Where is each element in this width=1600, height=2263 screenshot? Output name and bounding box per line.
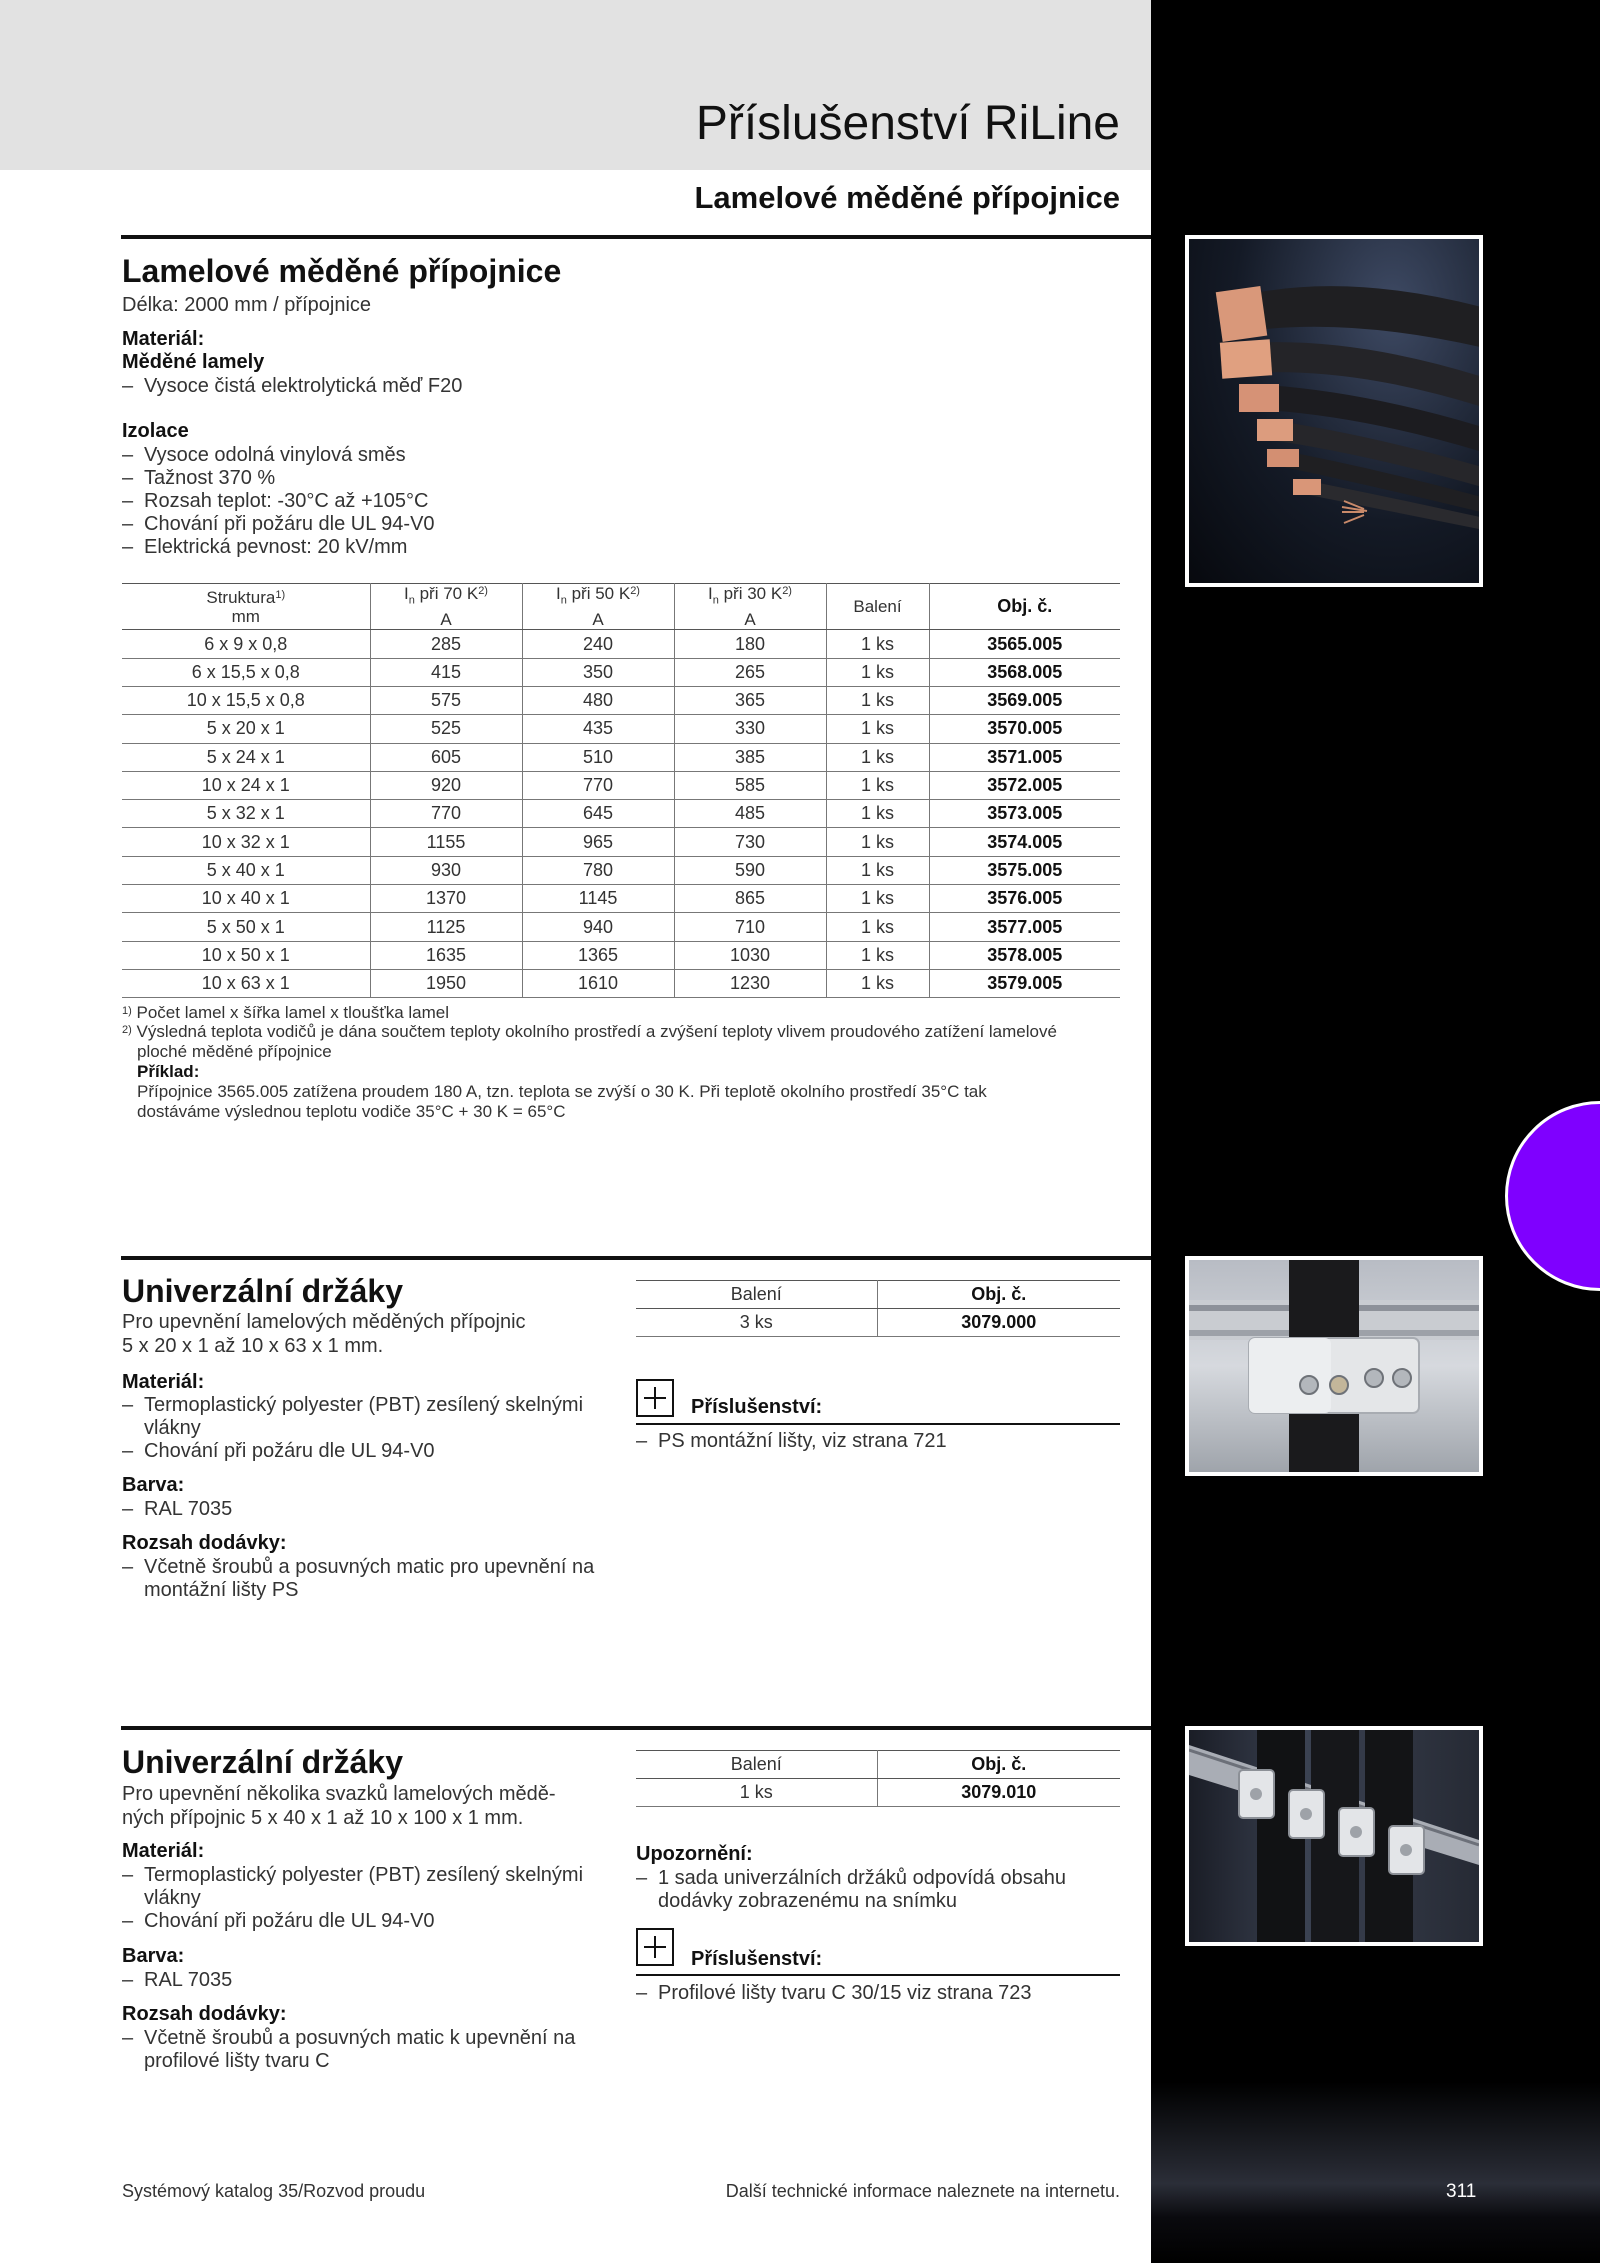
page-subtitle: Lamelové měděné přípojnice (694, 180, 1120, 215)
section3-material-list (122, 1864, 602, 1933)
in50-cell: 645 (522, 800, 674, 828)
footnote-2: $^{2)}$ Výsledná teplota vodičů je dána součtem teploty okolního prostředí a zvýšení teploty vlivem proudového zatížení lamelové (122, 1022, 1057, 1041)
order-no-cell: 3579.005 (929, 969, 1120, 997)
plus-icon (636, 1928, 674, 1966)
order-no-cell: 3572.005 (929, 771, 1120, 799)
order-no-cell: 3565.005 (929, 630, 1120, 658)
busbar-table-body (122, 630, 1120, 998)
packaging-cell: 1 ks (826, 771, 929, 799)
in70-cell: 605 (370, 743, 522, 771)
example-label: Příklad: (137, 1062, 200, 1081)
in50-cell: 435 (522, 715, 674, 743)
section2-title: Univerzální držáky (122, 1273, 403, 1309)
example-line-2: dostáváme výslednou teplotu vodiče 35°C + 30 K = 65°C (137, 1102, 566, 1121)
accessories-rule (636, 1974, 1120, 1976)
holder1-table (636, 1280, 1120, 1337)
section3-title: Univerzální držáky (122, 1744, 403, 1780)
in50-cell: 240 (522, 630, 674, 658)
in70-cell: 575 (370, 686, 522, 714)
packaging-cell: 1 ks (826, 941, 929, 969)
list-item: – Chování při požáru dle UL 94-V0 (122, 1910, 602, 1933)
structure-cell: 10 x 40 x 1 (122, 885, 370, 913)
table-row (122, 885, 1120, 913)
structure-cell: 10 x 63 x 1 (122, 969, 370, 997)
list-item: – Termoplastický polyester (PBT) zesílený skelnými vlákny (122, 1394, 602, 1440)
structure-cell: 5 x 24 x 1 (122, 743, 370, 771)
in50-cell: 1610 (522, 969, 674, 997)
busbar-photo (1185, 235, 1483, 587)
col-in30-header: $I_n$ při 30 $K^{2)}$ A (674, 584, 826, 630)
footnote-1: $^{1)}$ Počet lamel x šířka lamel x tloušťka lamel (122, 1003, 449, 1022)
page-number: 311 (1446, 2181, 1477, 2202)
section2-desc-1: Pro upevnění lamelových měděných přípojnic (122, 1311, 526, 1333)
packaging-cell: 1 ks (826, 743, 929, 771)
in70-cell: 1950 (370, 969, 522, 997)
in70-cell: 525 (370, 715, 522, 743)
order-no-cell: 3079.000 (877, 1309, 1120, 1337)
table-row (122, 686, 1120, 714)
col-packaging-header: Balení (636, 1751, 877, 1779)
section2-material-list (122, 1394, 602, 1463)
in30-cell: 585 (674, 771, 826, 799)
table-header-row (636, 1281, 1120, 1309)
packaging-cell: 1 ks (636, 1779, 877, 1807)
table-row (122, 658, 1120, 686)
structure-cell: 5 x 32 x 1 (122, 800, 370, 828)
order-no-cell: 3570.005 (929, 715, 1120, 743)
table-header-row (122, 584, 1120, 630)
section1-title: Lamelové měděné přípojnice (122, 253, 562, 289)
table-row (636, 1779, 1120, 1807)
packaging-cell: 1 ks (826, 856, 929, 884)
insulation-label: Izolace (122, 420, 189, 442)
in70-cell: 930 (370, 856, 522, 884)
section-rule (121, 1726, 1151, 1730)
in70-cell: 770 (370, 800, 522, 828)
structure-cell: 10 x 50 x 1 (122, 941, 370, 969)
section1-length: Délka: 2000 mm / přípojnice (122, 294, 372, 316)
in30-cell: 385 (674, 743, 826, 771)
plus-icon (636, 1379, 674, 1417)
table-row (122, 800, 1120, 828)
structure-cell: 6 x 15,5 x 0,8 (122, 658, 370, 686)
table-row (122, 771, 1120, 799)
table-row (122, 715, 1120, 743)
section3-desc-2: ných přípojnic 5 x 40 x 1 až 10 x 100 x 1 mm. (122, 1807, 524, 1829)
packaging-cell: 1 ks (826, 913, 929, 941)
list-item: – Termoplastický polyester (PBT) zesílený skelnými vlákny (122, 1864, 602, 1910)
in70-cell: 1125 (370, 913, 522, 941)
list-item: – Profilové lišty tvaru C 30/15 viz strana 723 (636, 1982, 1032, 2005)
in30-cell: 365 (674, 686, 826, 714)
table-row (636, 1309, 1120, 1337)
section3-accessories-label: Příslušenství: (691, 1948, 823, 1970)
table-row (122, 941, 1120, 969)
packaging-cell: 1 ks (826, 686, 929, 714)
in50-cell: 780 (522, 856, 674, 884)
in30-cell: 1030 (674, 941, 826, 969)
section3-note-list (636, 1867, 1120, 1913)
packaging-cell: 1 ks (826, 969, 929, 997)
copper-list (122, 375, 462, 398)
holder-photo-2-drawing (1189, 1730, 1479, 1942)
order-no-cell: 3578.005 (929, 941, 1120, 969)
packaging-cell: 1 ks (826, 800, 929, 828)
section3-color-list (122, 1969, 232, 1992)
packaging-cell: 3 ks (636, 1309, 877, 1337)
example-line-1: Přípojnice 3565.005 zatížena proudem 180 A, tzn. teplota se zvýší o 30 K. Při teplotě okolního prostředí 35°C tak (137, 1082, 987, 1101)
holder-photo-1-drawing (1189, 1260, 1479, 1472)
order-no-cell: 3574.005 (929, 828, 1120, 856)
order-no-cell: 3568.005 (929, 658, 1120, 686)
in70-cell: 1155 (370, 828, 522, 856)
table-row (122, 828, 1120, 856)
section1-material-label: Materiál: (122, 328, 205, 350)
section3-scope-list (122, 2027, 602, 2073)
in30-cell: 265 (674, 658, 826, 686)
list-item: – Chování při požáru dle UL 94-V0 (122, 1440, 602, 1463)
section3-desc-1: Pro upevnění několika svazků lamelových mědě- (122, 1783, 556, 1805)
in70-cell: 1370 (370, 885, 522, 913)
in50-cell: 940 (522, 913, 674, 941)
order-no-cell: 3573.005 (929, 800, 1120, 828)
footer-info: Další technické informace naleznete na internetu. (725, 2181, 1120, 2201)
holder-photo-1 (1185, 1256, 1483, 1476)
section3-material-label: Materiál: (122, 1840, 205, 1862)
section2-accessories-list (636, 1430, 947, 1453)
col-packaging-header: Balení (826, 584, 929, 630)
in70-cell: 1635 (370, 941, 522, 969)
in70-cell: 415 (370, 658, 522, 686)
list-item: – 1 sada univerzálních držáků odpovídá obsahu dodávky zobrazenému na snímku (636, 1867, 1120, 1913)
packaging-cell: 1 ks (826, 828, 929, 856)
list-item: – Tažnost 370 % (122, 467, 435, 490)
in50-cell: 480 (522, 686, 674, 714)
list-item: – Vysoce odolná vinylová směs (122, 444, 435, 467)
table-row (122, 630, 1120, 658)
section2-accessories-label: Příslušenství: (691, 1396, 823, 1418)
in30-cell: 180 (674, 630, 826, 658)
busbar-photo-drawing (1189, 239, 1479, 583)
list-item: – Včetně šroubů a posuvných matic pro upevnění na montážní lišty PS (122, 1556, 602, 1602)
in30-cell: 730 (674, 828, 826, 856)
holder-photo-2 (1185, 1726, 1483, 1946)
list-item: – Rozsah teplot: -30°C až +105°C (122, 490, 435, 513)
order-no-cell: 3577.005 (929, 913, 1120, 941)
order-no-cell: 3079.010 (877, 1779, 1120, 1807)
section2-scope-list (122, 1556, 602, 1602)
section-rule (121, 1256, 1151, 1260)
table-row (122, 969, 1120, 997)
in30-cell: 590 (674, 856, 826, 884)
section2-color-label: Barva: (122, 1474, 185, 1496)
in30-cell: 710 (674, 913, 826, 941)
section1-copper-label: Měděné lamely (122, 351, 265, 373)
busbar-table (122, 583, 1120, 998)
section2-color-list (122, 1498, 232, 1521)
structure-cell: 5 x 50 x 1 (122, 913, 370, 941)
section3-scope-label: Rozsah dodávky: (122, 2003, 287, 2025)
in30-cell: 865 (674, 885, 826, 913)
in50-cell: 1145 (522, 885, 674, 913)
packaging-cell: 1 ks (826, 658, 929, 686)
in70-cell: 920 (370, 771, 522, 799)
accessories-rule (636, 1423, 1120, 1425)
table-row (122, 743, 1120, 771)
in50-cell: 1365 (522, 941, 674, 969)
packaging-cell: 1 ks (826, 885, 929, 913)
structure-cell: 5 x 20 x 1 (122, 715, 370, 743)
list-item: – Elektrická pevnost: 20 kV/mm (122, 536, 435, 559)
in50-cell: 965 (522, 828, 674, 856)
page-title: Příslušenství RiLine (695, 97, 1120, 150)
in30-cell: 485 (674, 800, 826, 828)
col-in70-header: $I_n$ při 70 $K^{2)}$ A (370, 584, 522, 630)
structure-cell: 10 x 32 x 1 (122, 828, 370, 856)
structure-cell: 10 x 24 x 1 (122, 771, 370, 799)
col-order-no-header: Obj. č. (877, 1281, 1120, 1309)
section2-scope-label: Rozsah dodávky: (122, 1532, 287, 1554)
section3-accessories-list (636, 1982, 1032, 2005)
section3-note-label: Upozornění: (636, 1843, 753, 1865)
packaging-cell: 1 ks (826, 630, 929, 658)
section3-color-label: Barva: (122, 1945, 185, 1967)
section2-desc-2: 5 x 20 x 1 až 10 x 63 x 1 mm. (122, 1335, 384, 1357)
col-packaging-header: Balení (636, 1281, 877, 1309)
col-structure-header: Struktura$^{1)}$ mm (122, 584, 370, 630)
insulation-list (122, 444, 435, 559)
in30-cell: 330 (674, 715, 826, 743)
list-item: – RAL 7035 (122, 1969, 232, 1992)
structure-cell: 5 x 40 x 1 (122, 856, 370, 884)
order-no-cell: 3576.005 (929, 885, 1120, 913)
in50-cell: 510 (522, 743, 674, 771)
table-header-row (636, 1751, 1120, 1779)
col-order-no-header: Obj. č. (877, 1751, 1120, 1779)
in70-cell: 285 (370, 630, 522, 658)
section-rule (121, 235, 1151, 239)
list-item: – RAL 7035 (122, 1498, 232, 1521)
holder2-table (636, 1750, 1120, 1807)
list-item: – PS montážní lišty, viz strana 721 (636, 1430, 947, 1453)
footnote-2-cont: ploché měděné přípojnice (137, 1042, 332, 1061)
order-no-cell: 3569.005 (929, 686, 1120, 714)
col-in50-header: $I_n$ při 50 $K^{2)}$ A (522, 584, 674, 630)
order-no-cell: 3571.005 (929, 743, 1120, 771)
packaging-cell: 1 ks (826, 715, 929, 743)
section2-material-label: Materiál: (122, 1371, 205, 1393)
list-item: – Chování při požáru dle UL 94-V0 (122, 513, 435, 536)
structure-cell: 10 x 15,5 x 0,8 (122, 686, 370, 714)
list-item: – Vysoce čistá elektrolytická měď F20 (122, 375, 462, 398)
order-no-cell: 3575.005 (929, 856, 1120, 884)
table-row (122, 856, 1120, 884)
structure-cell: 6 x 9 x 0,8 (122, 630, 370, 658)
in50-cell: 770 (522, 771, 674, 799)
list-item: – Včetně šroubů a posuvných matic k upevnění na profilové lišty tvaru C (122, 2027, 602, 2073)
in30-cell: 1230 (674, 969, 826, 997)
table-row (122, 913, 1120, 941)
col-order-no-header: Obj. č. (929, 584, 1120, 630)
in50-cell: 350 (522, 658, 674, 686)
footer-catalog: Systémový katalog 35/Rozvod proudu (122, 2181, 426, 2201)
